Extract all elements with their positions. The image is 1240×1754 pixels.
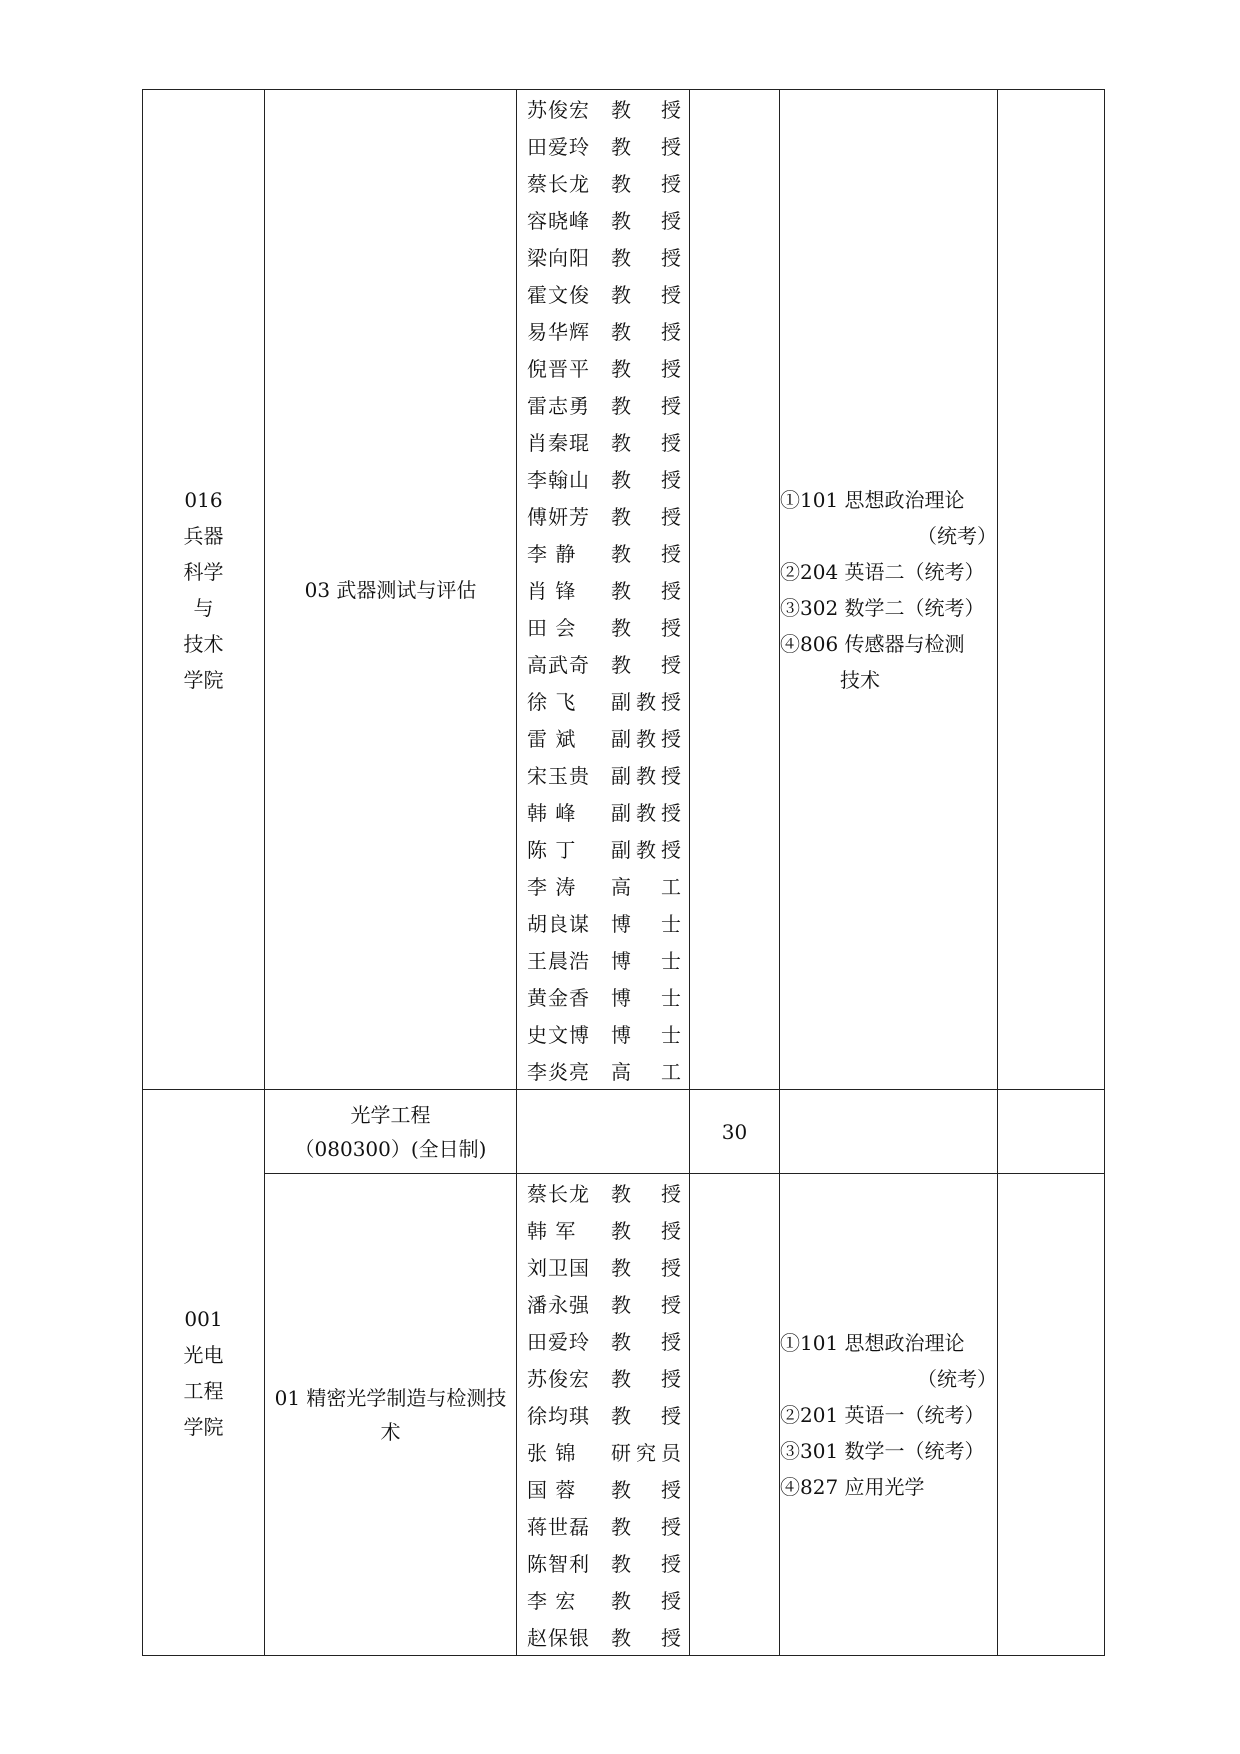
tutor-name: 徐 飞 — [527, 690, 577, 714]
tutor-title: 教授 — [611, 394, 681, 418]
tutor-title: 高工 — [611, 875, 681, 899]
tutor-name: 胡良谋 — [527, 912, 590, 936]
quota-cell — [690, 1090, 780, 1174]
tutor-title: 教授 — [611, 431, 681, 455]
tutor-name: 李炎亮 — [527, 1060, 590, 1084]
tutor-title: 副教授 — [611, 764, 681, 788]
exam-item: ④827 应用光学 — [780, 1474, 925, 1499]
college-name-line: 工程 — [183, 1378, 224, 1403]
exam-cell-empty — [780, 1090, 998, 1174]
tutor-name: 韩 峰 — [527, 801, 577, 825]
tutor-row — [517, 386, 689, 423]
college-name-line: 学院 — [183, 1414, 224, 1439]
tutor-title: 教授 — [611, 1293, 681, 1317]
tutor-row — [517, 1211, 689, 1248]
tutor-row — [517, 460, 689, 497]
remarks-cell — [998, 90, 1105, 1090]
tutor-title: 教授 — [611, 357, 681, 381]
tutor-title: 教授 — [611, 1182, 681, 1206]
tutor-name: 国 蓉 — [527, 1478, 577, 1502]
tutor-name: 霍文俊 — [527, 283, 590, 307]
exam-item-continued: 技术 — [840, 667, 880, 692]
tutor-row — [517, 1618, 689, 1655]
tutor-title: 高工 — [611, 1060, 681, 1084]
tutor-name: 傅妍芳 — [527, 505, 590, 529]
tutor-name: 赵保银 — [527, 1626, 590, 1650]
exam-item: ①101 思想政治理论 — [780, 487, 965, 512]
tutor-list — [517, 90, 690, 1090]
tutor-cell-empty — [517, 1090, 690, 1174]
tutor-row — [517, 830, 689, 867]
tutor-name: 潘永强 — [527, 1293, 590, 1317]
tutor-row — [517, 1433, 689, 1470]
tutor-name: 雷志勇 — [527, 394, 590, 418]
college-name-line: 技术 — [183, 631, 224, 656]
table-row — [143, 1090, 1105, 1174]
tutor-title: 副教授 — [611, 727, 681, 751]
major-name: 光学工程 — [350, 1102, 431, 1127]
tutor-title: 副教授 — [611, 838, 681, 862]
tutor-title: 博士 — [611, 912, 681, 936]
tutor-row — [517, 1544, 689, 1581]
tutor-name: 高武奇 — [527, 653, 590, 677]
tutor-name: 田 会 — [527, 616, 577, 640]
tutor-row — [517, 1174, 689, 1211]
exam-item-continued: （统考） — [917, 1366, 997, 1391]
tutor-row — [517, 497, 689, 534]
major-cell — [265, 1090, 517, 1174]
college-name-line: 与 — [193, 595, 214, 620]
quota-cell — [690, 1174, 780, 1656]
enrollment-quota: 30 — [721, 1119, 748, 1144]
remarks-cell — [998, 1090, 1105, 1174]
tutor-name: 张 锦 — [527, 1441, 577, 1465]
tutor-name: 韩 军 — [527, 1219, 577, 1243]
table-row — [143, 1174, 1105, 1656]
direction-cell — [265, 1174, 517, 1656]
table-row — [143, 90, 1105, 1090]
tutor-title: 教授 — [611, 579, 681, 603]
tutor-name: 陈 丁 — [527, 838, 577, 862]
tutor-name: 肖秦琨 — [527, 431, 590, 455]
tutor-name: 李 静 — [527, 542, 577, 566]
tutor-title: 副教授 — [611, 801, 681, 825]
college-name-line: 科学 — [183, 559, 224, 584]
exam-subjects — [780, 90, 998, 1090]
tutor-title: 教授 — [611, 542, 681, 566]
tutor-row — [517, 1507, 689, 1544]
direction-cell — [265, 90, 517, 1090]
tutor-title: 教授 — [611, 1589, 681, 1613]
college-code: 016 — [184, 487, 223, 512]
tutor-title: 教授 — [611, 1515, 681, 1539]
tutor-row — [517, 1359, 689, 1396]
tutor-title: 教授 — [611, 246, 681, 270]
tutor-title: 教授 — [611, 1330, 681, 1354]
tutor-title: 研究员 — [611, 1441, 681, 1465]
tutor-row — [517, 534, 689, 571]
tutor-title: 教授 — [611, 468, 681, 492]
tutor-name: 蒋世磊 — [527, 1515, 590, 1539]
tutor-name: 田爱玲 — [527, 135, 590, 159]
research-direction: 03 武器测试与评估 — [304, 577, 477, 602]
tutor-row — [517, 608, 689, 645]
tutor-row — [517, 1470, 689, 1507]
tutor-title: 教授 — [611, 1256, 681, 1280]
tutor-name: 苏俊宏 — [527, 98, 590, 122]
tutor-name: 梁向阳 — [527, 246, 590, 270]
tutor-name: 肖 锋 — [527, 579, 577, 603]
quota-cell — [690, 90, 780, 1090]
tutor-name: 陈智利 — [527, 1552, 590, 1576]
exam-item: ④806 传感器与检测 — [780, 631, 965, 656]
tutor-title: 教授 — [611, 1626, 681, 1650]
tutor-title: 教授 — [611, 1219, 681, 1243]
tutor-row — [517, 201, 689, 238]
exam-subjects — [780, 1174, 998, 1656]
tutor-row — [517, 1248, 689, 1285]
college-cell — [143, 90, 265, 1090]
exam-item: ③302 数学二（统考） — [780, 595, 985, 620]
tutor-name: 倪晋平 — [527, 357, 590, 381]
tutor-row — [517, 682, 689, 719]
major-code: （080300）(全日制) — [294, 1136, 487, 1161]
college-cell — [143, 1090, 265, 1656]
tutor-title: 博士 — [611, 1023, 681, 1047]
tutor-list — [517, 1174, 690, 1656]
tutor-title: 教授 — [611, 135, 681, 159]
tutor-title: 副教授 — [611, 690, 681, 714]
tutor-name: 容晓峰 — [527, 209, 590, 233]
tutor-row — [517, 1396, 689, 1433]
tutor-row — [517, 1322, 689, 1359]
tutor-row — [517, 867, 689, 904]
tutor-row — [517, 1015, 689, 1052]
tutor-name: 王晨浩 — [527, 949, 590, 973]
tutor-name: 李翰山 — [527, 468, 590, 492]
exam-item: ②204 英语二（统考） — [780, 559, 985, 584]
exam-item: ②201 英语一（统考） — [780, 1402, 985, 1427]
exam-item: ①101 思想政治理论 — [780, 1330, 965, 1355]
tutor-row — [517, 90, 689, 127]
tutor-title: 教授 — [611, 1404, 681, 1428]
tutor-row — [517, 275, 689, 312]
tutor-row — [517, 978, 689, 1015]
tutor-row — [517, 312, 689, 349]
tutor-row — [517, 719, 689, 756]
tutor-row — [517, 164, 689, 201]
tutor-row — [517, 793, 689, 830]
tutor-title: 博士 — [611, 986, 681, 1010]
tutor-row — [517, 941, 689, 978]
tutor-name: 宋玉贵 — [527, 764, 590, 788]
exam-item: ③301 数学一（统考） — [780, 1438, 985, 1463]
tutor-row — [517, 756, 689, 793]
tutor-name: 黄金香 — [527, 986, 590, 1010]
college-name-line: 光电 — [183, 1342, 224, 1367]
college-name-line: 学院 — [183, 667, 224, 692]
tutor-name: 雷 斌 — [527, 727, 577, 751]
college-name-line: 兵器 — [183, 523, 224, 548]
tutor-name: 蔡长龙 — [527, 172, 590, 196]
college-code: 001 — [184, 1306, 223, 1331]
tutor-title: 教授 — [611, 505, 681, 529]
tutor-title: 教授 — [611, 653, 681, 677]
tutor-row — [517, 1285, 689, 1322]
tutor-title: 教授 — [611, 172, 681, 196]
tutor-title: 教授 — [611, 320, 681, 344]
tutor-row — [517, 127, 689, 164]
tutor-title: 教授 — [611, 1478, 681, 1502]
tutor-row — [517, 349, 689, 386]
tutor-name: 李 宏 — [527, 1589, 577, 1613]
tutor-row — [517, 1581, 689, 1618]
admissions-table — [142, 89, 1105, 1656]
tutor-name: 田爱玲 — [527, 1330, 590, 1354]
tutor-name: 徐均琪 — [527, 1404, 590, 1428]
tutor-title: 教授 — [611, 1367, 681, 1391]
tutor-row — [517, 238, 689, 275]
remarks-cell — [998, 1174, 1105, 1656]
tutor-name: 苏俊宏 — [527, 1367, 590, 1391]
tutor-row — [517, 571, 689, 608]
tutor-name: 李 涛 — [527, 875, 577, 899]
tutor-row — [517, 645, 689, 682]
tutor-row — [517, 423, 689, 460]
tutor-row — [517, 904, 689, 941]
exam-item-continued: （统考） — [917, 523, 997, 548]
tutor-title: 教授 — [611, 283, 681, 307]
tutor-row — [517, 1052, 689, 1089]
tutor-title: 教授 — [611, 616, 681, 640]
tutor-name: 蔡长龙 — [527, 1182, 590, 1206]
tutor-name: 史文博 — [527, 1023, 590, 1047]
tutor-title: 教授 — [611, 209, 681, 233]
tutor-title: 博士 — [611, 949, 681, 973]
research-direction: 01 精密光学制造与检测技术 — [274, 1385, 507, 1444]
tutor-name: 易华辉 — [527, 320, 590, 344]
tutor-title: 教授 — [611, 1552, 681, 1576]
tutor-name: 刘卫国 — [527, 1256, 590, 1280]
tutor-title: 教授 — [611, 98, 681, 122]
